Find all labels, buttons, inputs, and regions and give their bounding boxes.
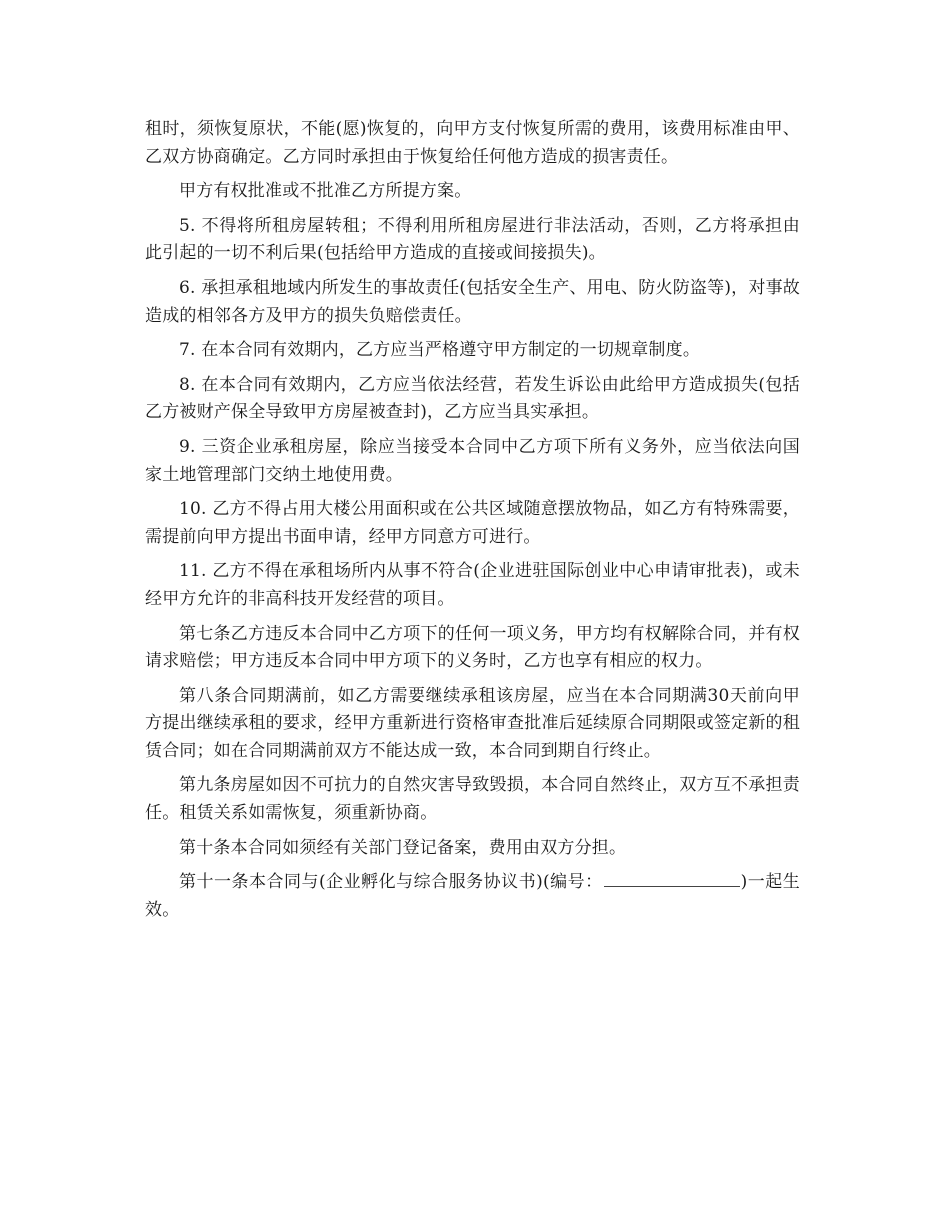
paragraph-item-10: 10. 乙方不得占用大楼公用面积或在公共区域随意摆放物品，如乙方有特殊需要，需提前向甲方提出书面申请，经甲方同意方可进行。 bbox=[145, 499, 800, 547]
paragraph-item-7: 7. 在本合同有效期内，乙方应当严格遵守甲方制定的一切规章制度。 bbox=[179, 340, 701, 361]
paragraph-item-11: 11. 乙方不得在承租场所内从事不符合(企业进驻国际创业中心申请审批表)，或未经甲方允许的非高科技开发经营的项目。 bbox=[145, 561, 800, 609]
article-11-text-start: 第十一条本合同与(企业孵化与综合服务协议书)(编号： bbox=[179, 872, 603, 893]
paragraph-item-6: 6. 承担承租地域内所发生的事故责任(包括安全生产、用电、防火防盗等)，对事故造成的相邻各方及甲方的损失负赔偿责任。 bbox=[145, 277, 800, 326]
contract-number-blank bbox=[604, 869, 740, 887]
paragraph-approval: 甲方有权批准或不批准乙方所提方案。 bbox=[179, 181, 472, 202]
paragraph-article-7: 第七条乙方违反本合同中乙方项下的任何一项义务，甲方均有权解除合同，并有权请求赔偿；甲方违反本合同中甲方项下的义务时，乙方也享有相应的权力。 bbox=[145, 623, 800, 672]
paragraph-item-8: 8. 在本合同有效期内，乙方应当依法经营，若发生诉讼由此给甲方造成损失(包括乙方被财产保全导致甲方房屋被查封)，乙方应当具实承担。 bbox=[145, 374, 800, 423]
paragraph-restore-clause: 租时，须恢复原状，不能(愿)恢复的，向甲方支付恢复所需的费用，该费用标准由甲、乙双方协商确定。乙方同时承担由于恢复给任何他方造成的损害责任。 bbox=[145, 119, 800, 167]
paragraph-article-9: 第九条房屋如因不可抗力的自然灾害导致毁损，本合同自然终止，双方互不承担责任。租赁关系如需恢复，须重新协商。 bbox=[145, 775, 800, 824]
paragraph-article-11 bbox=[145, 869, 800, 924]
paragraph-article-10: 第十条本合同如须经有关部门登记备案，费用由双方分担。 bbox=[179, 837, 627, 858]
article-11-text-end: )一起生效。 bbox=[145, 872, 800, 920]
paragraph-article-8: 第八条合同期满前，如乙方需要继续承租该房屋，应当在本合同期满30天前向甲方提出继续承租的要求，经甲方重新进行资格审查批准后延续原合同期限或签定新的租赁合同；如在合同期满前双方不能达成一致，本合同到期自行终止。 bbox=[145, 685, 800, 761]
paragraph-item-5: 5. 不得将所租房屋转租；不得利用所租房屋进行非法活动，否则，乙方将承担由此引起的一切不利后果(包括给甲方造成的直接或间接损失)。 bbox=[145, 215, 800, 264]
contract-body bbox=[145, 116, 800, 931]
paragraph-item-9: 9. 三资企业承租房屋，除应当接受本合同中乙方项下所有义务外，应当依法向国家土地管理部门交纳土地使用费。 bbox=[145, 436, 800, 485]
